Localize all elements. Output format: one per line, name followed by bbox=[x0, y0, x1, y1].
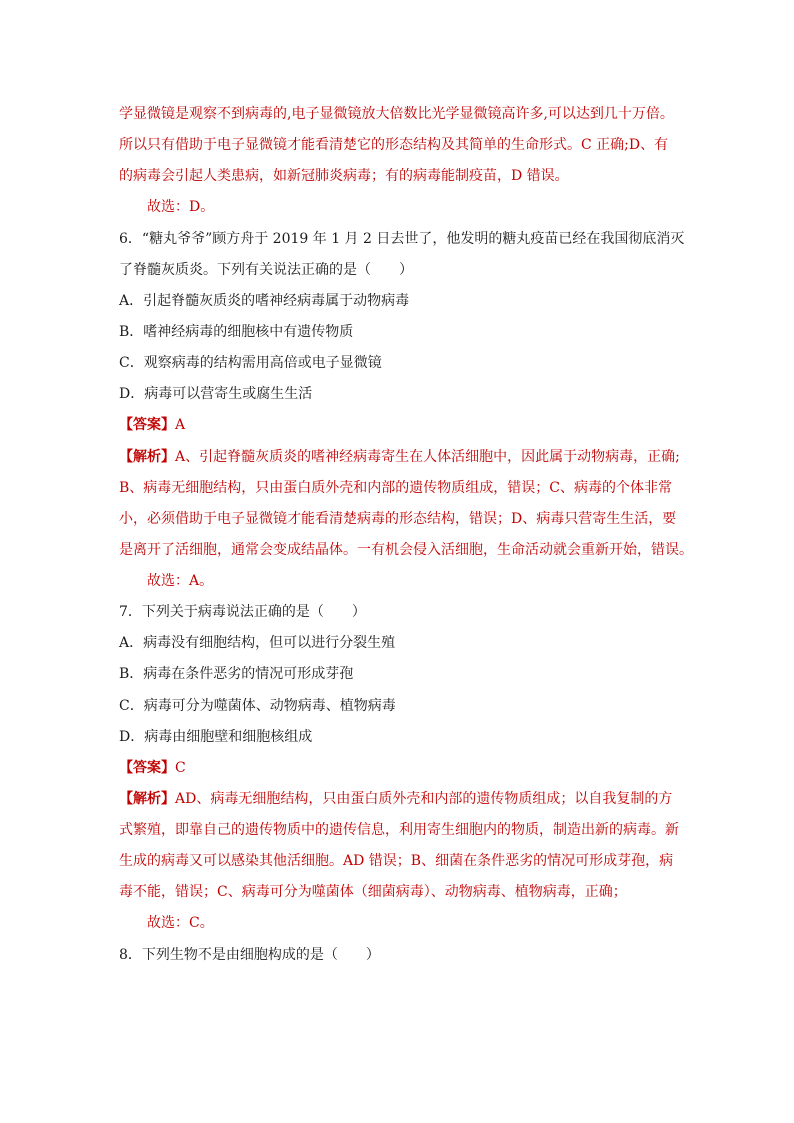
question-6-stem: 6．“糖丸爷爷”顾方舟于 2019 年 1 月 2 日去世了，他发明的糖丸疫苗已经在我国彻底消灭 bbox=[119, 231, 685, 247]
answer-value: A bbox=[175, 417, 186, 433]
question-7-option-b: B．病毒在条件恶劣的情况可形成芽孢 bbox=[119, 666, 354, 682]
analysis-continuation-line: 所以只有借助于电子显微镜才能看清楚它的形态结构及其简单的生命形式。C 正确;D、有 bbox=[119, 137, 669, 153]
question-6-analysis-line: B、病毒无细胞结构，只由蛋白质外壳和内部的遗传物质组成，错误；C、病毒的个体非常 bbox=[119, 480, 672, 496]
question-6-option-b: B．嗜神经病毒的细胞核中有遗传物质 bbox=[119, 324, 354, 340]
question-7-option-c: C．病毒可分为噬菌体、动物病毒、植物病毒 bbox=[119, 698, 396, 714]
analysis-label: 【解析】 bbox=[119, 791, 175, 807]
question-7-choice: 故选：C。 bbox=[147, 915, 214, 931]
question-6-analysis-line: 是离开了活细胞，通常会变成结晶体。一有机会侵入活细胞，生命活动就会重新开始，错误。 bbox=[119, 542, 693, 558]
answer-label: 【答案】 bbox=[119, 417, 175, 433]
continuation-choice: 故选：D。 bbox=[147, 199, 215, 215]
question-6-analysis-line: 小，必须借助于电子显微镜才能看清楚病毒的形态结构，错误；D、病毒只营寄生生活，要 bbox=[119, 511, 677, 527]
question-7-analysis-line: 生成的病毒又可以感染其他活细胞。AD 错误；B、细菌在条件恶劣的情况可形成芽孢，病 bbox=[119, 853, 674, 869]
question-7-answer bbox=[119, 758, 186, 778]
question-6-stem: 了脊髓灰质炎。下列有关说法正确的是（ ） bbox=[119, 262, 413, 278]
question-7-stem: 7．下列关于病毒说法正确的是（ ） bbox=[119, 604, 366, 620]
question-6-option-a: A．引起脊髓灰质炎的嗜神经病毒属于动物病毒 bbox=[119, 293, 410, 309]
analysis-text: AD、病毒无细胞结构，只由蛋白质外壳和内部的遗传物质组成；以自我复制的方 bbox=[175, 791, 673, 807]
question-6-option-c: C．观察病毒的结构需用高倍或电子显微镜 bbox=[119, 355, 382, 371]
answer-value: C bbox=[175, 760, 186, 776]
analysis-continuation-line: 学显微镜是观察不到病毒的,电子显微镜放大倍数比光学显微镜高许多,可以达到几十万倍。 bbox=[119, 106, 674, 122]
analysis-label: 【解析】 bbox=[119, 449, 175, 465]
analysis-continuation-line: 的病毒会引起人类患病，如新冠肺炎病毒；有的病毒能制疫苗，D 错误。 bbox=[119, 168, 569, 184]
question-6-answer bbox=[119, 415, 185, 435]
answer-label: 【答案】 bbox=[119, 760, 175, 776]
question-7-analysis-line: 式繁殖，即靠自己的遗传物质中的遗传信息，利用寄生细胞内的物质，制造出新的病毒。新 bbox=[119, 822, 679, 838]
question-7-option-d: D．病毒由细胞壁和细胞核组成 bbox=[119, 729, 313, 745]
analysis-text: A、引起脊髓灰质炎的嗜神经病毒寄生在人体活细胞中，因此属于动物病毒，正确; bbox=[175, 449, 680, 465]
question-6-analysis-line bbox=[119, 447, 680, 467]
question-8-stem: 8．下列生物不是由细胞构成的是（ ） bbox=[119, 947, 380, 963]
question-6-choice: 故选：A。 bbox=[147, 573, 214, 589]
question-7-analysis-line bbox=[119, 789, 672, 809]
question-6-option-d: D．病毒可以营寄生或腐生生活 bbox=[119, 386, 313, 402]
question-7-option-a: A．病毒没有细胞结构，但可以进行分裂生殖 bbox=[119, 635, 396, 651]
question-7-analysis-line: 毒不能，错误；C、病毒可分为噬菌体（细菌病毒）、动物病毒、植物病毒，正确； bbox=[119, 884, 627, 900]
